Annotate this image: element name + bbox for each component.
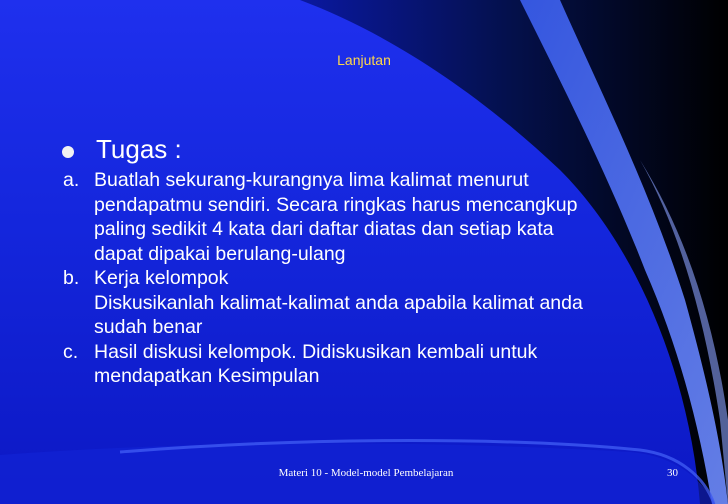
item-line: Hasil diskusi kelompok. Didiskusikan kembali untuk <box>94 340 538 363</box>
task-list <box>63 168 703 389</box>
item-line: dapat dipakai berulang-ulang <box>94 242 346 265</box>
task-heading: Tugas : <box>96 134 182 164</box>
slide-title: Lanjutan <box>337 52 391 68</box>
item-line: sudah benar <box>94 316 203 338</box>
page-number: 30 <box>667 467 678 479</box>
item-line: Buatlah sekurang-kurangnya lima kalimat menurut <box>94 169 529 191</box>
bullet-icon <box>62 146 74 158</box>
list-item <box>63 340 703 389</box>
item-line: Kerja kelompok <box>94 267 229 289</box>
list-marker: b. <box>63 267 80 289</box>
list-item <box>63 168 703 266</box>
list-marker: c. <box>63 340 79 363</box>
item-line: Diskusikanlah kalimat-kalimat anda apabila kalimat anda <box>94 291 583 314</box>
list-marker: a. <box>63 169 80 191</box>
footer-text: Materi 10 - Model-model Pembelajaran <box>278 467 454 479</box>
item-line: mendapatkan Kesimpulan <box>94 365 320 387</box>
list-item <box>63 266 703 340</box>
item-line: pendapatmu sendiri. Secara ringkas harus mencangkup <box>94 193 578 216</box>
task-heading-row <box>62 134 182 165</box>
item-line: paling sedikit 4 kata dari daftar diatas dan setiap kata <box>94 218 554 240</box>
